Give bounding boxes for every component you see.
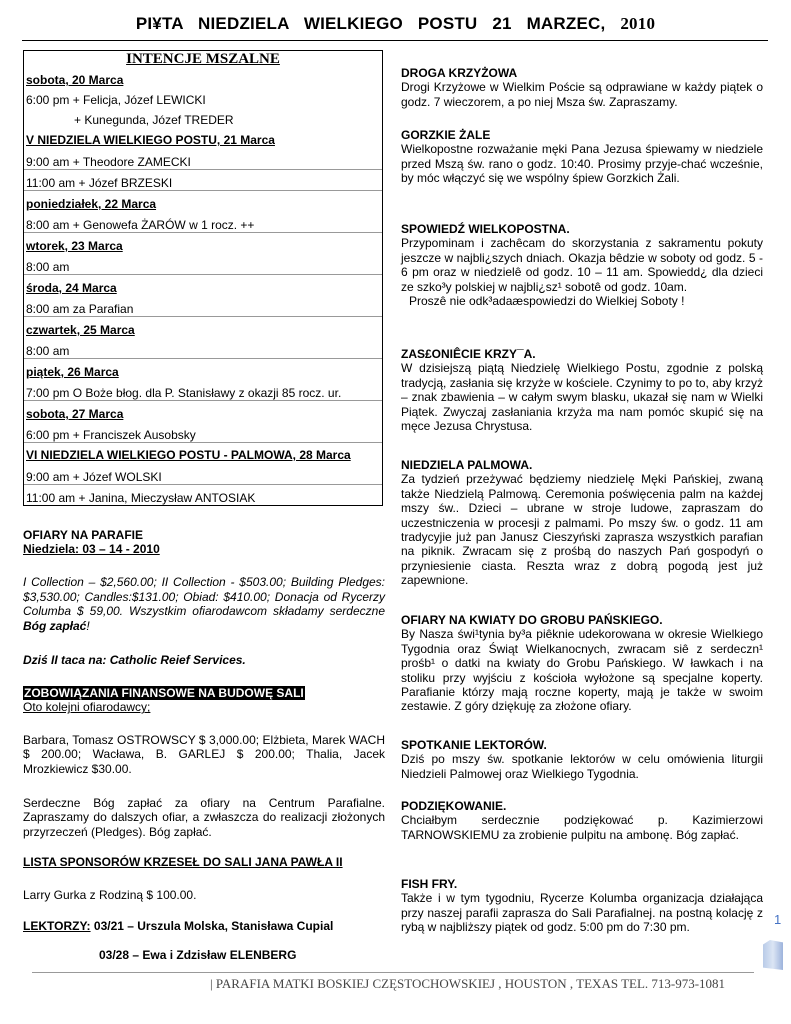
mass-intentions-box [23,50,383,506]
page-number: 1 [774,912,782,927]
announcement-heading: GORZKIE ŻALE [401,128,491,142]
announcement-body: Wielkopostne rozważanie męki Pana Jezusa śpiewamy w niedziele przed Mszą św. rano o godz. 10:40. Prosimy przyje-chać wcześnie, by móc włączyć się we wspólny śpiew Gorzkich Żali. [401,142,763,186]
announcement-heading: PODZIĘKOWANIE. [401,799,507,813]
intention-day-heading: sobota, 20 Marca [26,73,124,87]
offerings-heading: OFIARY NA PARAFIE [23,528,144,542]
announcement-section [401,799,763,842]
offerings-thanks: Bóg zapłać [23,618,87,633]
title-main: PI¥TA NIEDZIELA WIELKIEGO POSTU 21 MARZEC, [135,14,606,33]
announcement-section [401,66,763,109]
announcement-heading: NIEDZIELA PALMOWA. [401,458,533,472]
intention-entry: 11:00 am + Janina, Mieczysław ANTOSIAK [26,491,256,505]
offerings-text-end: ! [86,618,90,633]
intention-entry: 7:00 pm O Boże błog. dla P. Stanisławy z okazji 85 rocz. ur. [24,386,382,401]
footer-text: | PARAFIA MATKI BOSKIEJ CZĘSTOCHOWSKIEJ , HOUSTON , TEXAS TEL. 713-973-1081 [210,976,726,991]
announcement-heading: SPOTKANIE LEKTORÓW. [401,738,547,752]
lectors-first: 03/21 – Urszula Molska, Stanisława Cupial [90,919,334,933]
building-heading: ZOBOWIĄZANIA FINANSOWE NA BUDOWĘ SALI [24,686,304,700]
intention-entry: 8:00 am za Parafian [24,302,382,317]
intention-day-heading: VI NIEDZIELA WIELKIEGO POSTU - PALMOWA, 28 Marca [26,448,351,462]
announcement-heading: SPOWIEDŹ WIELKOPOSTNA. [401,222,570,236]
announcement-body: Chciałbym serdecznie podziękować p. Kazimierzowi TARNOWSKIEMU za zrobienie pulpitu na ambonę. Bóg zapłać. [401,813,763,842]
intention-day-heading: środa, 24 Marca [26,281,117,295]
title-underline [22,40,768,41]
offerings-subheading: Niedziela: 03 – 14 - 2010 [23,542,160,557]
intention-day-heading: poniedziałek, 22 Marca [26,197,157,211]
intention-entry: 8:00 am + Genowefa ŻARÓW w 1 rocz. ++ [24,218,382,233]
announcement-note: Proszê nie odk³adaæspowiedzi do Wielkiej Soboty ! [409,294,685,309]
footer-rule [32,972,754,973]
announcement-body: Także i w tym tygodniu, Rycerze Kolumba organizacja działająca przy naszej parafii zaprasza do Sali Parafialnej. na postną kolację z rybą w najbliższy piątek od godz. 5:00 pm do 7:30 pm. [401,891,763,935]
announcement-heading: DROGA KRZYŻOWA [401,66,518,80]
announcement-section [401,738,763,781]
announcement-section [401,458,763,588]
title-year: 2010 [620,14,656,33]
lectors-label: LEKTORZY: [23,919,91,933]
sponsors-entry: Larry Gurka z Rodziną $ 100.00. [23,888,197,902]
announcement-heading: OFIARY NA KWIATY DO GROBU PAŃSKIEGO. [401,613,663,627]
intention-day-heading: piątek, 26 Marca [26,365,119,379]
building-subheading: Oto kolejni ofiarodawcy; [23,700,151,715]
intention-day-heading: sobota, 27 Marca [26,407,124,421]
intention-entry: 8:00 am [24,344,382,359]
announcement-section [401,347,763,433]
lectors-line-1 [23,919,385,933]
announcement-body: Dziś po mszy św. spotkanie lektorów w celu omówienia liturgii Niedzieli Palmowej oraz Wielkiego Tygodnia. [401,752,763,781]
page-corner-decoration [763,940,783,970]
announcement-section [401,128,763,186]
building-section [23,686,385,715]
second-collection-note: Dziś II taca na: Catholic Reief Services. [23,653,246,667]
announcement-body: Przypominam i zachêcam do skorzystania z sakramentu pokuty jeszcze w najbli¿szych dniach. Okazja bêdzie w soboty od godz. 5 - 6 pm oraz w niedzielê od godz. 10 – 11 am. Spowiedd¿ dla dzieci ze szko³y polskiej w najbli¿sz¹ sobotê od godz. 10am. [401,236,763,294]
announcement-section [401,613,763,714]
lectors-line-2: 03/28 – Ewa i Zdzisław ELENBERG [99,948,297,962]
intention-entry: 9:00 am + Theodore ZAMECKI [24,155,382,170]
announcement-heading: ZAS£ONIÊCIE KRZY¯A. [401,347,536,361]
offerings-section [23,528,385,557]
intention-entry: 11:00 am + Józef BRZESKI [24,176,382,191]
intention-day-heading: V NIEDZIELA WIELKIEGO POSTU, 21 Marca [26,133,275,147]
offerings-text: I Collection – $2,560.00; II Collection - $503.00; Building Pledges: $3,530.00; Candles:$131.00; Obiad: $410.00; Donacja od Rycerzy Columba $ 59,00. Wszystkim ofiarodawcom składamy serdeczne [23,575,385,618]
announcement-section [401,222,763,308]
announcement-body: By Nasza świ¹tynia by³a piêknie udekorowana w okresie Wielkiego Tygodnia oraz Świąt Wielkanocnych, zwracam siê z serdeczn¹ prośb¹ o datki na kwiaty do Grobu Pańskiego. W ławkach i na stoliku przy wyjściu z kościoła wyłożone są specjalne koperty. Parafianie którzy mają roczne koperty, mają je także w swoim zestawie. Z góry dziękuję za złożone ofiary. [401,627,763,714]
announcement-body: Drogi Krzyżowe w Wielkim Poście są odprawiane w każdy piątek o godz. 7 wieczorem, a po niej Msza św. Zapraszamy. [401,80,763,109]
page-title [0,14,791,34]
intention-day-heading: czwartek, 25 Marca [26,323,135,337]
intention-entry: + Kunegunda, Józef TREDER [74,113,234,127]
intention-entry: 6:00 pm + Felicja, Józef LEWICKI [26,93,206,107]
intention-entry: 9:00 am + Józef WOLSKI [24,470,382,485]
intention-day-heading: wtorek, 23 Marca [26,239,123,253]
announcement-body: W dzisiejszą piątą Niedzielę Wielkiego Postu, zgodnie z polską tradycją, zasłania się krzyże w kościele. Czynimy to po to, aby krzyż – znak zbawienia – w całym swym blasku, ukazał się nam w Wielki Piątek. Zwyczaj zasłaniania krzyża ma nam pomóc skupić się na męce Jezusa Chrystusa. [401,361,763,434]
announcement-body: Za tydzień przeżywać będziemy niedzielę Męki Pańskiej, zwaną także Niedzielą Palmową. Ceremonia poświęcenia palm na każdej mszy św.. Dzieci – ubrane w stroje ludowe, zapraszam do uczestniczenia w procesji z palmami. Po mszy św. o godz. 11 am tradycyjie już pan Janusz Cieszyński zaprasza wszystkich parafian na piknik. Zwracam się z prośbą do naszych Pań gospodyń o przyniesienie ciasta. Reszta wraz z dobrą pogodą jest już zapewnione. [401,472,763,588]
intention-entry: 6:00 pm + Franciszek Ausobsky [24,428,382,443]
sponsors-heading: LISTA SPONSORÓW KRZESEŁ DO SALI JANA PAWŁA II [23,855,343,869]
intentions-title: INTENCJE MSZALNE [126,51,280,67]
offerings-body [23,575,385,633]
announcement-heading: FISH FRY. [401,877,458,891]
announcement-section [401,877,763,935]
building-thanks: Serdeczne Bóg zapłać za ofiary na Centrum Parafialne. Zapraszamy do dalszych ofiar, a zwłaszcza do realizacji złożonych przyrzeczeń (Pledges). Bóg zapłać. [23,796,385,839]
building-donors: Barbara, Tomasz OSTROWSCY $ 3,000.00; Elżbieta, Marek WACH $ 200.00; Wacława, B. GARLEJ $ 200.00; Thalia, Jacek Mrozkiewicz $30.00. [23,733,385,776]
intention-entry: 8:00 am [24,260,382,275]
